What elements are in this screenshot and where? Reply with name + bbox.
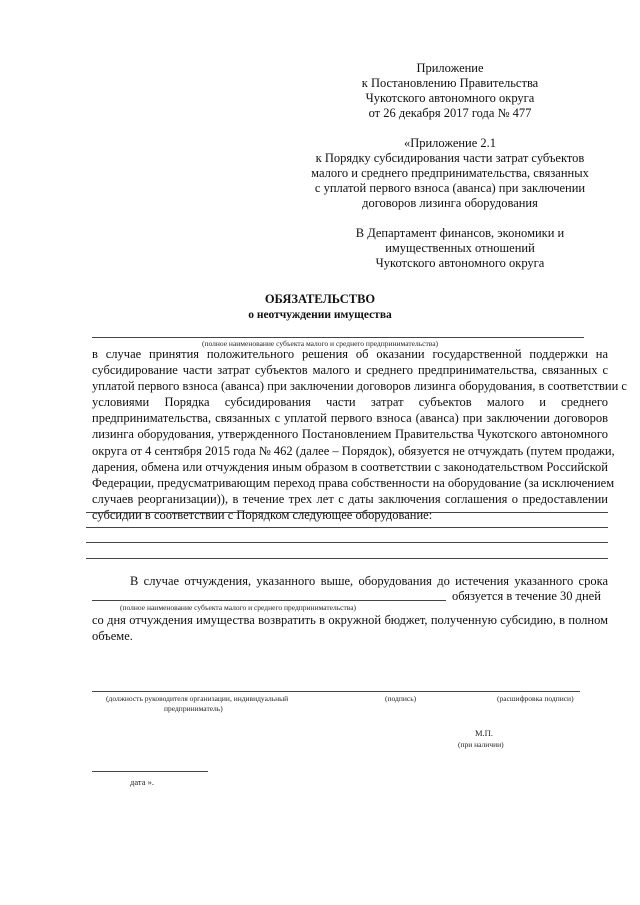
header-line: Приложение: [416, 61, 484, 75]
paragraph-line: Федерации, предусматривающим переход права собственности на оборудование (за исключением: [92, 475, 615, 490]
alienation-first-line: В случае отчуждения, указанного выше, оборудования до истечения указанного срока: [130, 574, 608, 588]
header-line: Чукотского автономного округа: [365, 91, 535, 105]
entity-name-line: [92, 337, 584, 338]
document-subtitle: о неотчуждении имущества: [248, 309, 392, 321]
paragraph-line: со дня отчуждения имущества возвратить в окружной бюджет, полученную субсидию, в полном: [92, 613, 608, 627]
paragraph-line: уплатой первого взноса (аванса) при заключении договоров лизинга оборудования, в соответствии с: [92, 379, 627, 394]
paragraph-line: дарения, обмена или отчуждения иным образом в соответствии с законодательством Российской: [92, 459, 608, 474]
appendix-line: договоров лизинга оборудования: [362, 196, 538, 210]
paragraph-line: лизинга оборудования, утвержденного Постановлением Правительства Чукотского автономного: [92, 427, 608, 442]
obligation-text: обязуется в течение 30 дней: [452, 589, 601, 603]
main-paragraph: [92, 346, 627, 523]
paragraph-line: объеме.: [92, 629, 133, 644]
date-label: дата ».: [130, 777, 154, 787]
header-line: от 26 декабря 2017 года № 477: [368, 106, 532, 120]
stamp-caption: (при наличии): [458, 740, 504, 749]
appendix-line: с уплатой первого взноса (аванса) при заключении: [314, 181, 586, 195]
entity-name-caption: (полное наименование субъекта малого и среднего предпринимательства): [201, 339, 439, 348]
document-title: ОБЯЗАТЕЛЬСТВО: [264, 292, 376, 306]
header-block: [360, 61, 540, 121]
date-line: [92, 771, 208, 772]
alienation-entity-line: [92, 600, 446, 601]
appendix-line: малого и среднего предпринимательства, связанных: [311, 166, 589, 180]
position-caption: предприниматель): [164, 704, 223, 713]
equipment-line: [86, 512, 608, 513]
alienation-entity-caption: (полное наименование субъекта малого и среднего предпринимательства): [120, 603, 357, 612]
paragraph-line: условиями Порядка субсидирования части затрат субъектов малого и среднего: [92, 395, 608, 410]
equipment-line: [86, 542, 608, 543]
appendix-line: «Приложение 2.1: [403, 136, 497, 150]
addressee-line: имущественных отношений: [385, 241, 535, 255]
paragraph-line: округа от 4 сентября 2015 года № 462 (далее – Порядок), обязуется не отчуждать (путем продажи,: [92, 443, 615, 458]
header-line: к Постановлению Правительства: [361, 76, 539, 90]
signature-caption: (подпись): [385, 694, 417, 703]
appendix-block: [300, 136, 600, 211]
position-caption: (должность руководителя организации, индивидуальный: [106, 694, 289, 703]
stamp-label: М.П.: [475, 728, 493, 738]
transcript-caption: (расшифровка подписи): [497, 694, 574, 703]
paragraph-line: субсидии в соответствии с Порядком следующее оборудование:: [92, 507, 433, 522]
paragraph-line: случаев реорганизации)), в течение трех лет с даты заключения соглашения о предоставлении: [92, 491, 608, 506]
addressee-block: [330, 226, 590, 271]
equipment-line: [86, 527, 608, 528]
alienation-paragraph: [92, 612, 608, 644]
addressee-line: Чукотского автономного округа: [375, 256, 545, 270]
addressee-line: В Департамент финансов, экономики и: [355, 226, 565, 240]
paragraph-line: в случае принятия положительного решения об оказании государственной поддержки на: [92, 347, 608, 361]
appendix-line: к Порядку субсидирования части затрат субъектов: [315, 151, 585, 165]
equipment-line: [86, 558, 608, 559]
paragraph-line: субсидирование части затрат субъектов малого и среднего предпринимательства, связанных с: [92, 363, 608, 378]
signature-line: [92, 691, 580, 692]
paragraph-line: предпринимательства, связанных с уплатой первого взноса (аванса) при заключении договоров: [92, 411, 608, 426]
